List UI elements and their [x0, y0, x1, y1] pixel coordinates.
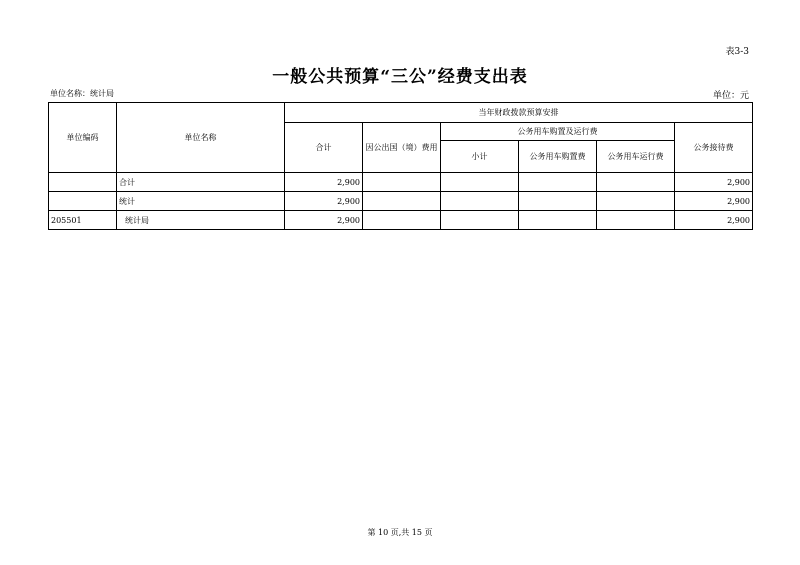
- cell-purchase: [519, 192, 597, 211]
- cell-name: 统计: [117, 192, 285, 211]
- cell-purchase: [519, 211, 597, 230]
- header-total: 合计: [285, 123, 363, 173]
- cell-name: 合计: [117, 173, 285, 192]
- cell-total: 2,900: [285, 173, 363, 192]
- expenditure-table: [48, 102, 753, 230]
- header-abroad-expenses: 因公出国（境）费用: [363, 123, 441, 173]
- cell-abroad: [363, 211, 441, 230]
- cell-name: 统计局: [117, 211, 285, 230]
- header-vehicle-group: 公务用车购置及运行费: [441, 123, 675, 141]
- cell-purchase: [519, 173, 597, 192]
- header-budget-group: 当年财政拨款预算安排: [285, 103, 753, 123]
- cell-operation: [597, 173, 675, 192]
- header-unit-code: 单位编码: [49, 103, 117, 173]
- cell-subtotal: [441, 192, 519, 211]
- page-footer: 第 10 页,共 15 页: [367, 528, 433, 537]
- cell-reception: 2,900: [675, 192, 753, 211]
- cell-total: 2,900: [285, 211, 363, 230]
- page-title: 一般公共预算“三公”经费支出表: [272, 67, 528, 87]
- cell-code: 205501: [49, 211, 117, 230]
- cell-subtotal: [441, 211, 519, 230]
- cell-abroad: [363, 192, 441, 211]
- cell-operation: [597, 211, 675, 230]
- unit-name-label: 单位名称：统计局: [50, 89, 114, 98]
- table-row: [49, 173, 753, 192]
- header-reception: 公务接待费: [675, 123, 753, 173]
- table-row: [49, 211, 753, 230]
- header-subtotal: 小计: [441, 141, 519, 173]
- table-row: [49, 192, 753, 211]
- cell-operation: [597, 192, 675, 211]
- cell-code: [49, 173, 117, 192]
- header-unit-name: 单位名称: [117, 103, 285, 173]
- header-vehicle-operation: 公务用车运行费: [597, 141, 675, 173]
- cell-subtotal: [441, 173, 519, 192]
- header-vehicle-purchase: 公务用车购置费: [519, 141, 597, 173]
- cell-abroad: [363, 173, 441, 192]
- currency-unit-label: 单位：元: [712, 91, 749, 101]
- cell-reception: 2,900: [675, 173, 753, 192]
- cell-total: 2,900: [285, 192, 363, 211]
- cell-reception: 2,900: [675, 211, 753, 230]
- cell-code: [49, 192, 117, 211]
- form-code: 表3-3: [725, 47, 749, 57]
